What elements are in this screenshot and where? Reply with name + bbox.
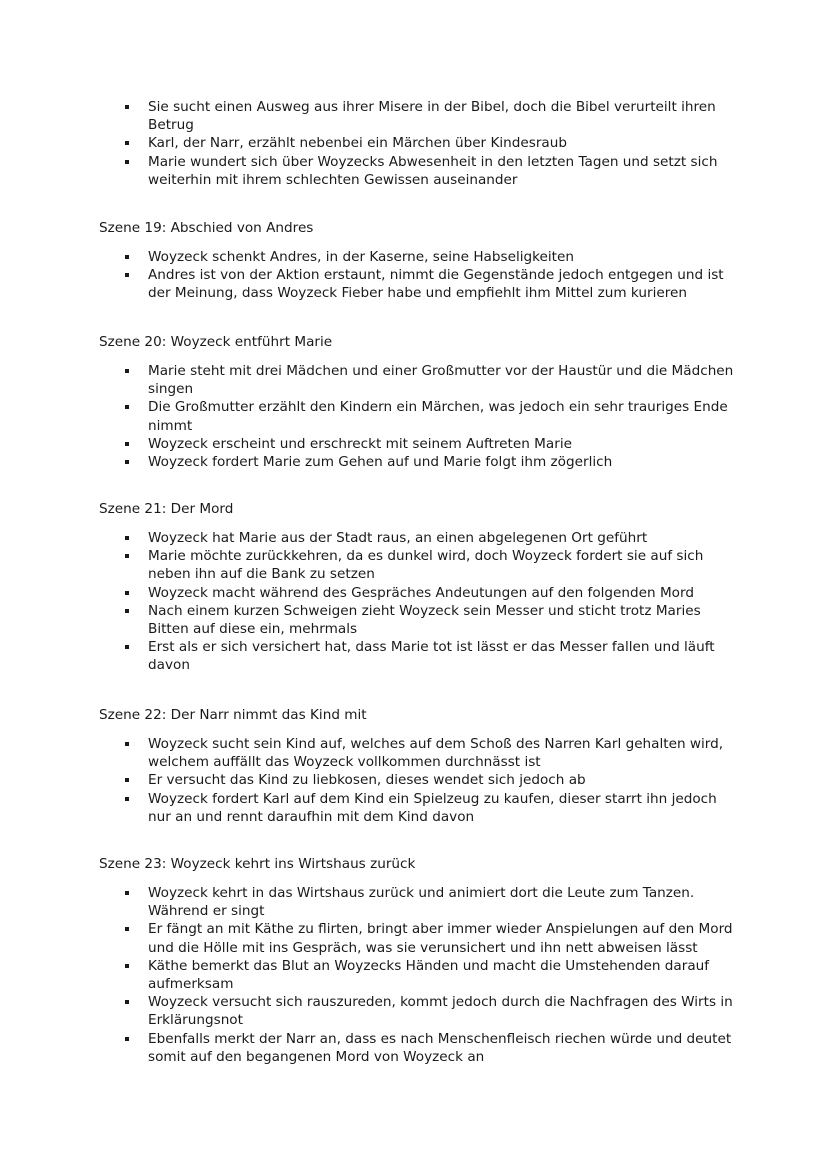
list-item: Woyzeck erscheint und erschreckt mit seinem Auftreten Marie	[99, 435, 739, 453]
list-item: Marie möchte zurückkehren, da es dunkel wird, doch Woyzeck fordert sie auf sich neben ihn auf die Bank zu setzen	[99, 547, 739, 583]
list-item: Woyzeck hat Marie aus der Stadt raus, an einen abgelegenen Ort geführt	[99, 529, 739, 547]
list-item: Er versucht das Kind zu liebkosen, dieses wendet sich jedoch ab	[99, 771, 739, 789]
list-item: Er fängt an mit Käthe zu flirten, bringt aber immer wieder Anspielungen auf den Mord und die Hölle mit ins Gespräch, was sie verunsichert und ihn nett abweisen lässt	[99, 920, 739, 956]
scene-23-heading: Szene 23: Woyzeck kehrt ins Wirtshaus zurück	[99, 856, 416, 872]
list-item: Nach einem kurzen Schweigen zieht Woyzeck sein Messer und sticht trotz Maries Bitten auf diese ein, mehrmals	[99, 602, 739, 638]
scene-22-heading: Szene 22: Der Narr nimmt das Kind mit	[99, 707, 367, 723]
list-item: Woyzeck fordert Karl auf dem Kind ein Spielzeug zu kaufen, dieser starrt ihn jedoch nur an und rennt daraufhin mit dem Kind davon	[99, 790, 739, 826]
list-item: Woyzeck sucht sein Kind auf, welches auf dem Schoß des Narren Karl gehalten wird, welchem auffällt das Woyzeck vollkommen durchnässt ist	[99, 735, 739, 771]
list-item: Erst als er sich versichert hat, dass Marie tot ist lässt er das Messer fallen und läuft davon	[99, 638, 739, 674]
scene-20-bullet-list	[99, 362, 739, 471]
list-item: Käthe bemerkt das Blut an Woyzecks Händen und macht die Umstehenden darauf aufmerksam	[99, 957, 739, 993]
scene-20-heading: Szene 20: Woyzeck entführt Marie	[99, 334, 333, 350]
list-item: Sie sucht einen Ausweg aus ihrer Misere in der Bibel, doch die Bibel verurteilt ihren Betrug	[99, 98, 739, 134]
list-item: Die Großmutter erzählt den Kindern ein Märchen, was jedoch ein sehr trauriges Ende nimmt	[99, 398, 739, 434]
list-item: Karl, der Narr, erzählt nebenbei ein Märchen über Kindesraub	[99, 134, 739, 152]
list-item: Woyzeck macht während des Gespräches Andeutungen auf den folgenden Mord	[99, 584, 739, 602]
list-item: Woyzeck versucht sich rauszureden, kommt jedoch durch die Nachfragen des Wirts in Erklärungsnot	[99, 993, 739, 1029]
scene-19-bullet-list	[99, 248, 739, 303]
scene-23-bullet-list	[99, 884, 739, 1066]
scene-21-bullet-list	[99, 529, 739, 675]
list-item: Woyzeck fordert Marie zum Gehen auf und Marie folgt ihm zögerlich	[99, 453, 739, 471]
list-item: Andres ist von der Aktion erstaunt, nimmt die Gegenstände jedoch entgegen und ist der Meinung, dass Woyzeck Fieber habe und empfiehlt ihm Mittel zum kurieren	[99, 266, 739, 302]
scene-21-heading: Szene 21: Der Mord	[99, 501, 234, 517]
scene-19-heading: Szene 19: Abschied von Andres	[99, 220, 314, 236]
intro-bullet-list	[99, 98, 739, 189]
list-item: Woyzeck schenkt Andres, in der Kaserne, seine Habseligkeiten	[99, 248, 739, 266]
list-item: Marie wundert sich über Woyzecks Abwesenheit in den letzten Tagen und setzt sich weiterhin mit ihrem schlechten Gewissen auseinander	[99, 153, 739, 189]
list-item: Marie steht mit drei Mädchen und einer Großmutter vor der Haustür und die Mädchen singen	[99, 362, 739, 398]
list-item: Woyzeck kehrt in das Wirtshaus zurück und animiert dort die Leute zum Tanzen. Während er singt	[99, 884, 739, 920]
list-item: Ebenfalls merkt der Narr an, dass es nach Menschenfleisch riechen würde und deutet somit auf den begangenen Mord von Woyzeck an	[99, 1030, 739, 1066]
scene-22-bullet-list	[99, 735, 739, 826]
